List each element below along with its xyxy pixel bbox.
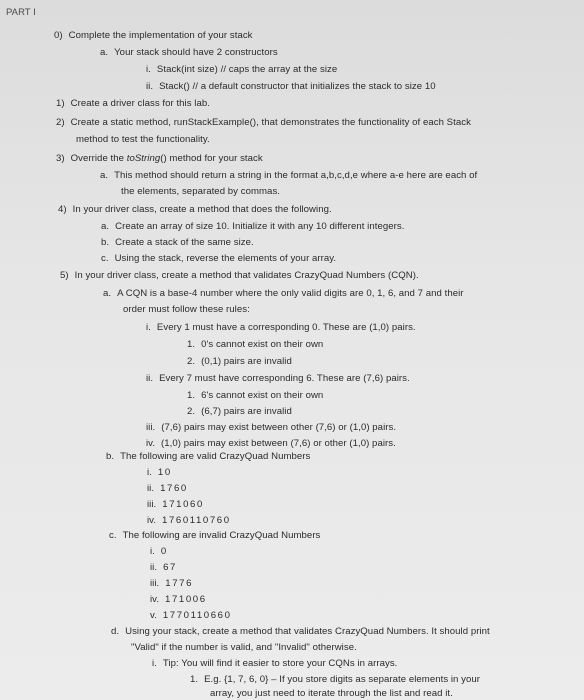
- list-item-text: E.g. {1, 7, 6, 0} – If you store digits as separate elements in your: [204, 674, 481, 685]
- list-marker: iii.: [150, 578, 160, 589]
- list-item: [146, 64, 337, 76]
- list-item-text: A CQN is a base-4 number where the only valid digits are 0, 1, 6, and 7 and their: [117, 288, 464, 299]
- list-marker: c.: [109, 530, 117, 541]
- part-heading: [6, 7, 36, 19]
- list-marker: 5): [60, 270, 69, 281]
- list-marker: 2.: [187, 406, 196, 417]
- list-item: [111, 626, 490, 638]
- list-marker: i.: [146, 322, 151, 333]
- list-marker: 1): [56, 98, 65, 109]
- list-item: [146, 422, 396, 434]
- list-marker: iv.: [147, 515, 157, 526]
- list-item: [100, 170, 477, 182]
- list-item-text: The following are invalid CrazyQuad Numbers: [122, 530, 321, 541]
- list-marker: i.: [147, 467, 152, 478]
- list-marker: 2.: [187, 356, 196, 367]
- list-marker: iv.: [150, 594, 160, 605]
- list-item-text: Stack() // a default constructor that initializes the stack to size 10: [159, 81, 436, 92]
- list-item-text: array, you just need to iterate through the list and read it.: [210, 688, 453, 699]
- list-marker: a.: [100, 47, 109, 58]
- list-marker: i.: [150, 546, 155, 557]
- list-marker: a.: [103, 288, 112, 299]
- list-item-text: Create a static method, runStackExample(), that demonstrates the functionality of each Stack: [70, 117, 471, 128]
- cqn-value: 0: [160, 546, 168, 557]
- list-item: [54, 30, 253, 42]
- list-item-text: Override the: [70, 153, 127, 164]
- list-marker: 1.: [190, 674, 199, 685]
- list-item-text: (6,7) pairs are invalid: [201, 406, 292, 417]
- list-item-text: Stack(int size) // caps the array at the size: [156, 64, 338, 75]
- list-item: [152, 658, 397, 670]
- list-item: [150, 610, 232, 622]
- list-item: [190, 674, 480, 686]
- list-item: [150, 578, 193, 590]
- list-item-text: Tip: You will find it easier to store your CQNs in arrays.: [162, 658, 398, 669]
- list-item-text: Create an array of size 10. Initialize it with any 10 different integers.: [115, 221, 405, 232]
- list-item-continuation: [121, 186, 280, 198]
- list-item: [150, 594, 207, 606]
- list-item: [187, 406, 292, 418]
- cqn-value: 10: [157, 467, 172, 478]
- cqn-value: 171060: [162, 499, 204, 510]
- method-name: toString: [126, 153, 161, 164]
- list-item-text: method to test the functionality.: [76, 134, 210, 145]
- list-marker: 4): [58, 204, 67, 215]
- list-marker: iii.: [147, 499, 157, 510]
- list-item-text: Every 1 must have a corresponding 0. These are (1,0) pairs.: [156, 322, 416, 333]
- list-item-text: the elements, separated by commas.: [121, 186, 281, 197]
- list-item-text: 6's cannot exist on their own: [201, 390, 324, 401]
- list-item: [147, 515, 231, 527]
- cqn-value: 1760: [160, 483, 188, 494]
- list-item: [147, 483, 188, 495]
- list-item-text: This method should return a string in the format a,b,c,d,e where a-e here are each of: [114, 170, 478, 181]
- list-item-text: order must follow these rules:: [123, 304, 250, 315]
- list-item-text: Your stack should have 2 constructors: [114, 47, 278, 58]
- list-marker: ii.: [146, 373, 154, 384]
- list-item-text: In your driver class, create a method that does the following.: [72, 204, 332, 215]
- list-marker: i.: [152, 658, 157, 669]
- list-item-text: The following are valid CrazyQuad Numbers: [120, 451, 311, 462]
- list-item: [146, 322, 416, 334]
- list-marker: i.: [146, 64, 151, 75]
- list-item: [109, 530, 320, 542]
- list-marker: 1.: [187, 339, 196, 350]
- list-item: [101, 221, 404, 233]
- list-marker: ii.: [146, 81, 154, 92]
- list-item-text: 0's cannot exist on their own: [201, 339, 324, 350]
- list-item-text: (0,1) pairs are invalid: [201, 356, 292, 367]
- list-item: [103, 288, 464, 300]
- list-marker: ii.: [147, 483, 155, 494]
- list-marker: c.: [101, 253, 109, 264]
- cqn-value: 1760110760: [162, 515, 231, 526]
- cqn-value: 1770110660: [162, 610, 232, 621]
- list-item: [187, 339, 323, 351]
- list-item: [147, 467, 172, 479]
- list-marker: ii.: [150, 562, 158, 573]
- list-marker: 2): [56, 117, 65, 128]
- list-item: [146, 373, 410, 385]
- list-item-text: In your driver class, create a method that validates CrazyQuad Numbers (CQN).: [74, 270, 419, 281]
- list-marker: d.: [111, 626, 120, 637]
- list-item: [150, 562, 177, 574]
- list-item-text: Complete the implementation of your stack: [68, 30, 253, 41]
- list-item: [56, 117, 471, 129]
- cqn-value: 1776: [165, 578, 194, 589]
- part-heading-text: PART I: [6, 7, 36, 18]
- list-item-continuation: [210, 688, 453, 700]
- list-marker: iv.: [146, 438, 156, 449]
- cqn-value: 67: [163, 562, 177, 573]
- list-item-text: Create a driver class for this lab.: [70, 98, 210, 109]
- list-item-continuation: [131, 642, 357, 654]
- list-item-text: (7,6) pairs may exist between other (7,6) or (1,0) pairs.: [161, 422, 397, 433]
- list-item: [101, 253, 336, 265]
- list-item: [147, 499, 204, 511]
- list-marker: a.: [101, 221, 110, 232]
- cqn-value: 171006: [165, 594, 207, 605]
- list-item: [106, 451, 310, 463]
- list-marker: iii.: [146, 422, 156, 433]
- list-marker: v.: [150, 610, 157, 621]
- list-item: [60, 270, 419, 282]
- list-marker: 0): [54, 30, 63, 41]
- list-marker: a.: [100, 170, 109, 181]
- list-item-text: () method for your stack: [160, 153, 263, 164]
- list-item: [58, 204, 332, 216]
- list-item-continuation: [76, 134, 210, 146]
- list-item-continuation: [123, 304, 250, 316]
- list-marker: b.: [106, 451, 115, 462]
- list-item-text: Create a stack of the same size.: [115, 237, 254, 248]
- list-item: [101, 237, 254, 249]
- list-marker: 1.: [187, 390, 196, 401]
- list-item: [187, 356, 292, 368]
- list-marker: 3): [56, 153, 65, 164]
- list-item: [56, 98, 210, 110]
- list-item-text: Using your stack, create a method that validates CrazyQuad Numbers. It should print: [125, 626, 490, 637]
- list-item: [150, 546, 168, 558]
- list-item: [187, 390, 323, 402]
- list-item: [100, 47, 278, 59]
- list-item-text: Every 7 must have corresponding 6. These are (7,6) pairs.: [159, 373, 410, 384]
- list-item-text: Using the stack, reverse the elements of your array.: [114, 253, 337, 264]
- list-item: [146, 81, 436, 93]
- list-item: [146, 438, 396, 450]
- list-marker: b.: [101, 237, 110, 248]
- list-item: [56, 153, 263, 165]
- list-item-text: (1,0) pairs may exist between (7,6) or other (1,0) pairs.: [161, 438, 396, 449]
- list-item-text: "Valid" if the number is valid, and "Invalid" otherwise.: [131, 642, 357, 653]
